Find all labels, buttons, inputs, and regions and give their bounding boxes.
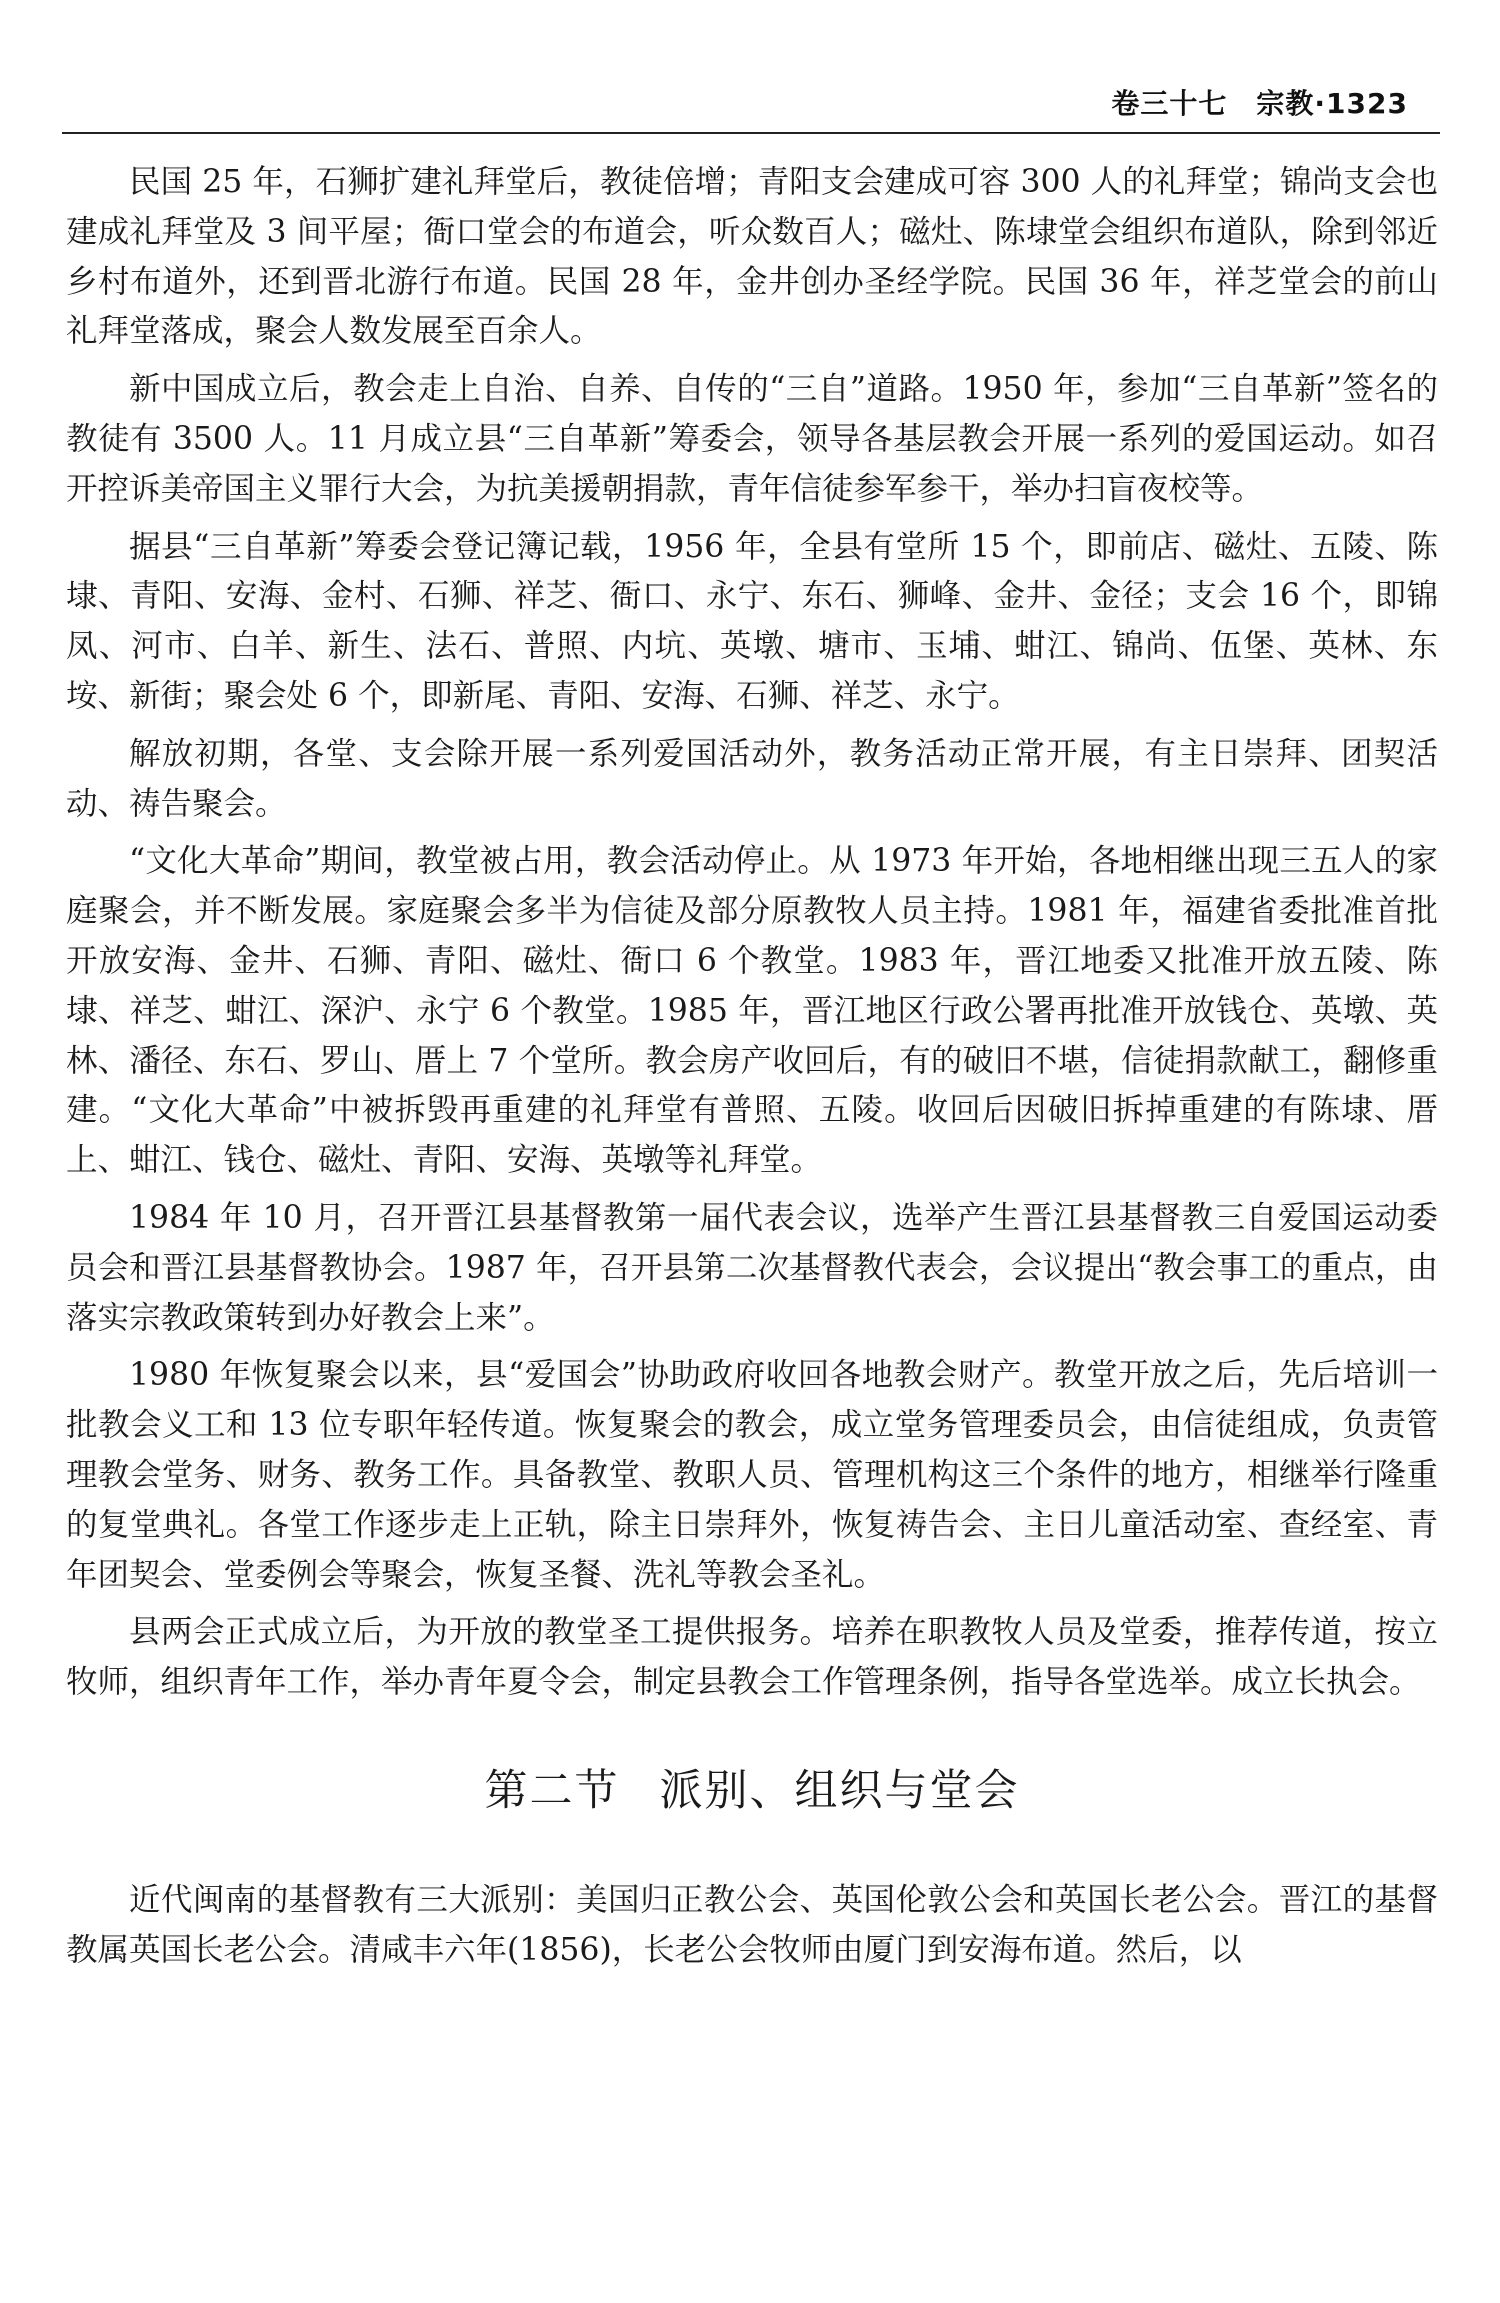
paragraph: 1984 年 10 月，召开晋江县基督教第一届代表会议，选举产生晋江县基督教三自爱国运动委员会和晋江县基督教协会。1987 年，召开县第二次基督教代表会，会议提出“教会事工的重点，由落实宗教政策转到办好教会上来”。 xyxy=(66,1199,1438,1336)
section-number: 第二节 xyxy=(484,1765,620,1816)
section-heading xyxy=(66,1764,1438,1818)
paragraph: 近代闽南的基督教有三大派别：美国归正教公会、英国伦敦公会和英国长老公会。晋江的基督教属英国长老公会。清咸丰六年(1856)，长老公会牧师由厦门到安海布道。然后，以 xyxy=(66,1881,1438,1968)
paragraph: 民国 25 年，石狮扩建礼拜堂后，教徒倍增；青阳支会建成可容 300 人的礼拜堂；锦尚支会也建成礼拜堂及 3 间平屋；衙口堂会的布道会，听众数百人；磁灶、陈埭堂会组织布道队，除到邻近乡村布道外，还到晋北游行布道。民国 28 年，金井创办圣经学院。民国 36 年，祥芝堂会的前山礼拜堂落成，聚会人数发展至百余人。 xyxy=(66,164,1438,350)
paragraph: 新中国成立后，教会走上自治、自养、自传的“三自”道路。1950 年，参加“三自革新”签名的教徒有 3500 人。11 月成立县“三自革新”筹委会，领导各基层教会开展一系列的爱国运动。如召开控诉美帝国主义罪行大会，为抗美援朝捐款，青年信徒参军参干，举办扫盲夜校等。 xyxy=(66,371,1438,507)
body-text xyxy=(66,158,1438,1984)
paragraph: 据县“三自革新”筹委会登记簿记载，1956 年，全县有堂所 15 个，即前店、磁灶、五陵、陈埭、青阳、安海、金村、石狮、祥芝、衙口、永宁、东石、狮峰、金井、金径；支会 16 个，即锦凤、河市、白羊、新生、法石、普照、内坑、英墩、塘市、玉埔、蚶江、锦尚、伍堡、英林、东垵、新街；聚会处 6 个，即新尾、青阳、安海、石狮、祥芝、永宁。 xyxy=(66,528,1438,714)
paragraph: 解放初期，各堂、支会除开展一系列爱国活动外，教务活动正常开展，有主日崇拜、团契活动、祷告聚会。 xyxy=(66,735,1438,822)
running-header: 卷三十七 宗教·1323 xyxy=(1111,87,1408,120)
header-rule xyxy=(62,132,1440,134)
section-title: 派别、组织与堂会 xyxy=(659,1765,1020,1816)
paragraph: 1980 年恢复聚会以来，县“爱国会”协助政府收回各地教会财产。教堂开放之后，先后培训一批教会义工和 13 位专职年轻传道。恢复聚会的教会，成立堂务管理委员会，由信徒组成，负责管理教会堂务、财务、教务工作。具备教堂、教职人员、管理机构这三个条件的地方，相继举行隆重的复堂典礼。各堂工作逐步走上正轨，除主日崇拜外，恢复祷告会、主日儿童活动室、查经室、青年团契会、堂委例会等聚会，恢复圣餐、洗礼等教会圣礼。 xyxy=(66,1357,1438,1593)
paragraph: 县两会正式成立后，为开放的教堂圣工提供报务。培养在职教牧人员及堂委，推荐传道，按立牧师，组织青年工作，举办青年夏令会，制定县教会工作管理条例，指导各堂选举。成立长执会。 xyxy=(66,1614,1438,1701)
paragraph: “文化大革命”期间，教堂被占用，教会活动停止。从 1973 年开始，各地相继出现三五人的家庭聚会，并不断发展。家庭聚会多半为信徒及部分原教牧人员主持。1981 年，福建省委批准首批开放安海、金井、石狮、青阳、磁灶、衙口 6 个教堂。1983 年，晋江地委又批准开放五陵、陈埭、祥芝、蚶江、深沪、永宁 6 个教堂。1985 年，晋江地区行政公署再批准开放钱仓、英墩、英林、潘径、东石、罗山、厝上 7 个堂所。教会房产收回后，有的破旧不堪，信徒捐款献工，翻修重建。“文化大革命”中被拆毁再重建的礼拜堂有普照、五陵。收回后因破旧拆掉重建的有陈埭、厝上、蚶江、钱仓、磁灶、青阳、安海、英墩等礼拜堂。 xyxy=(66,843,1438,1179)
